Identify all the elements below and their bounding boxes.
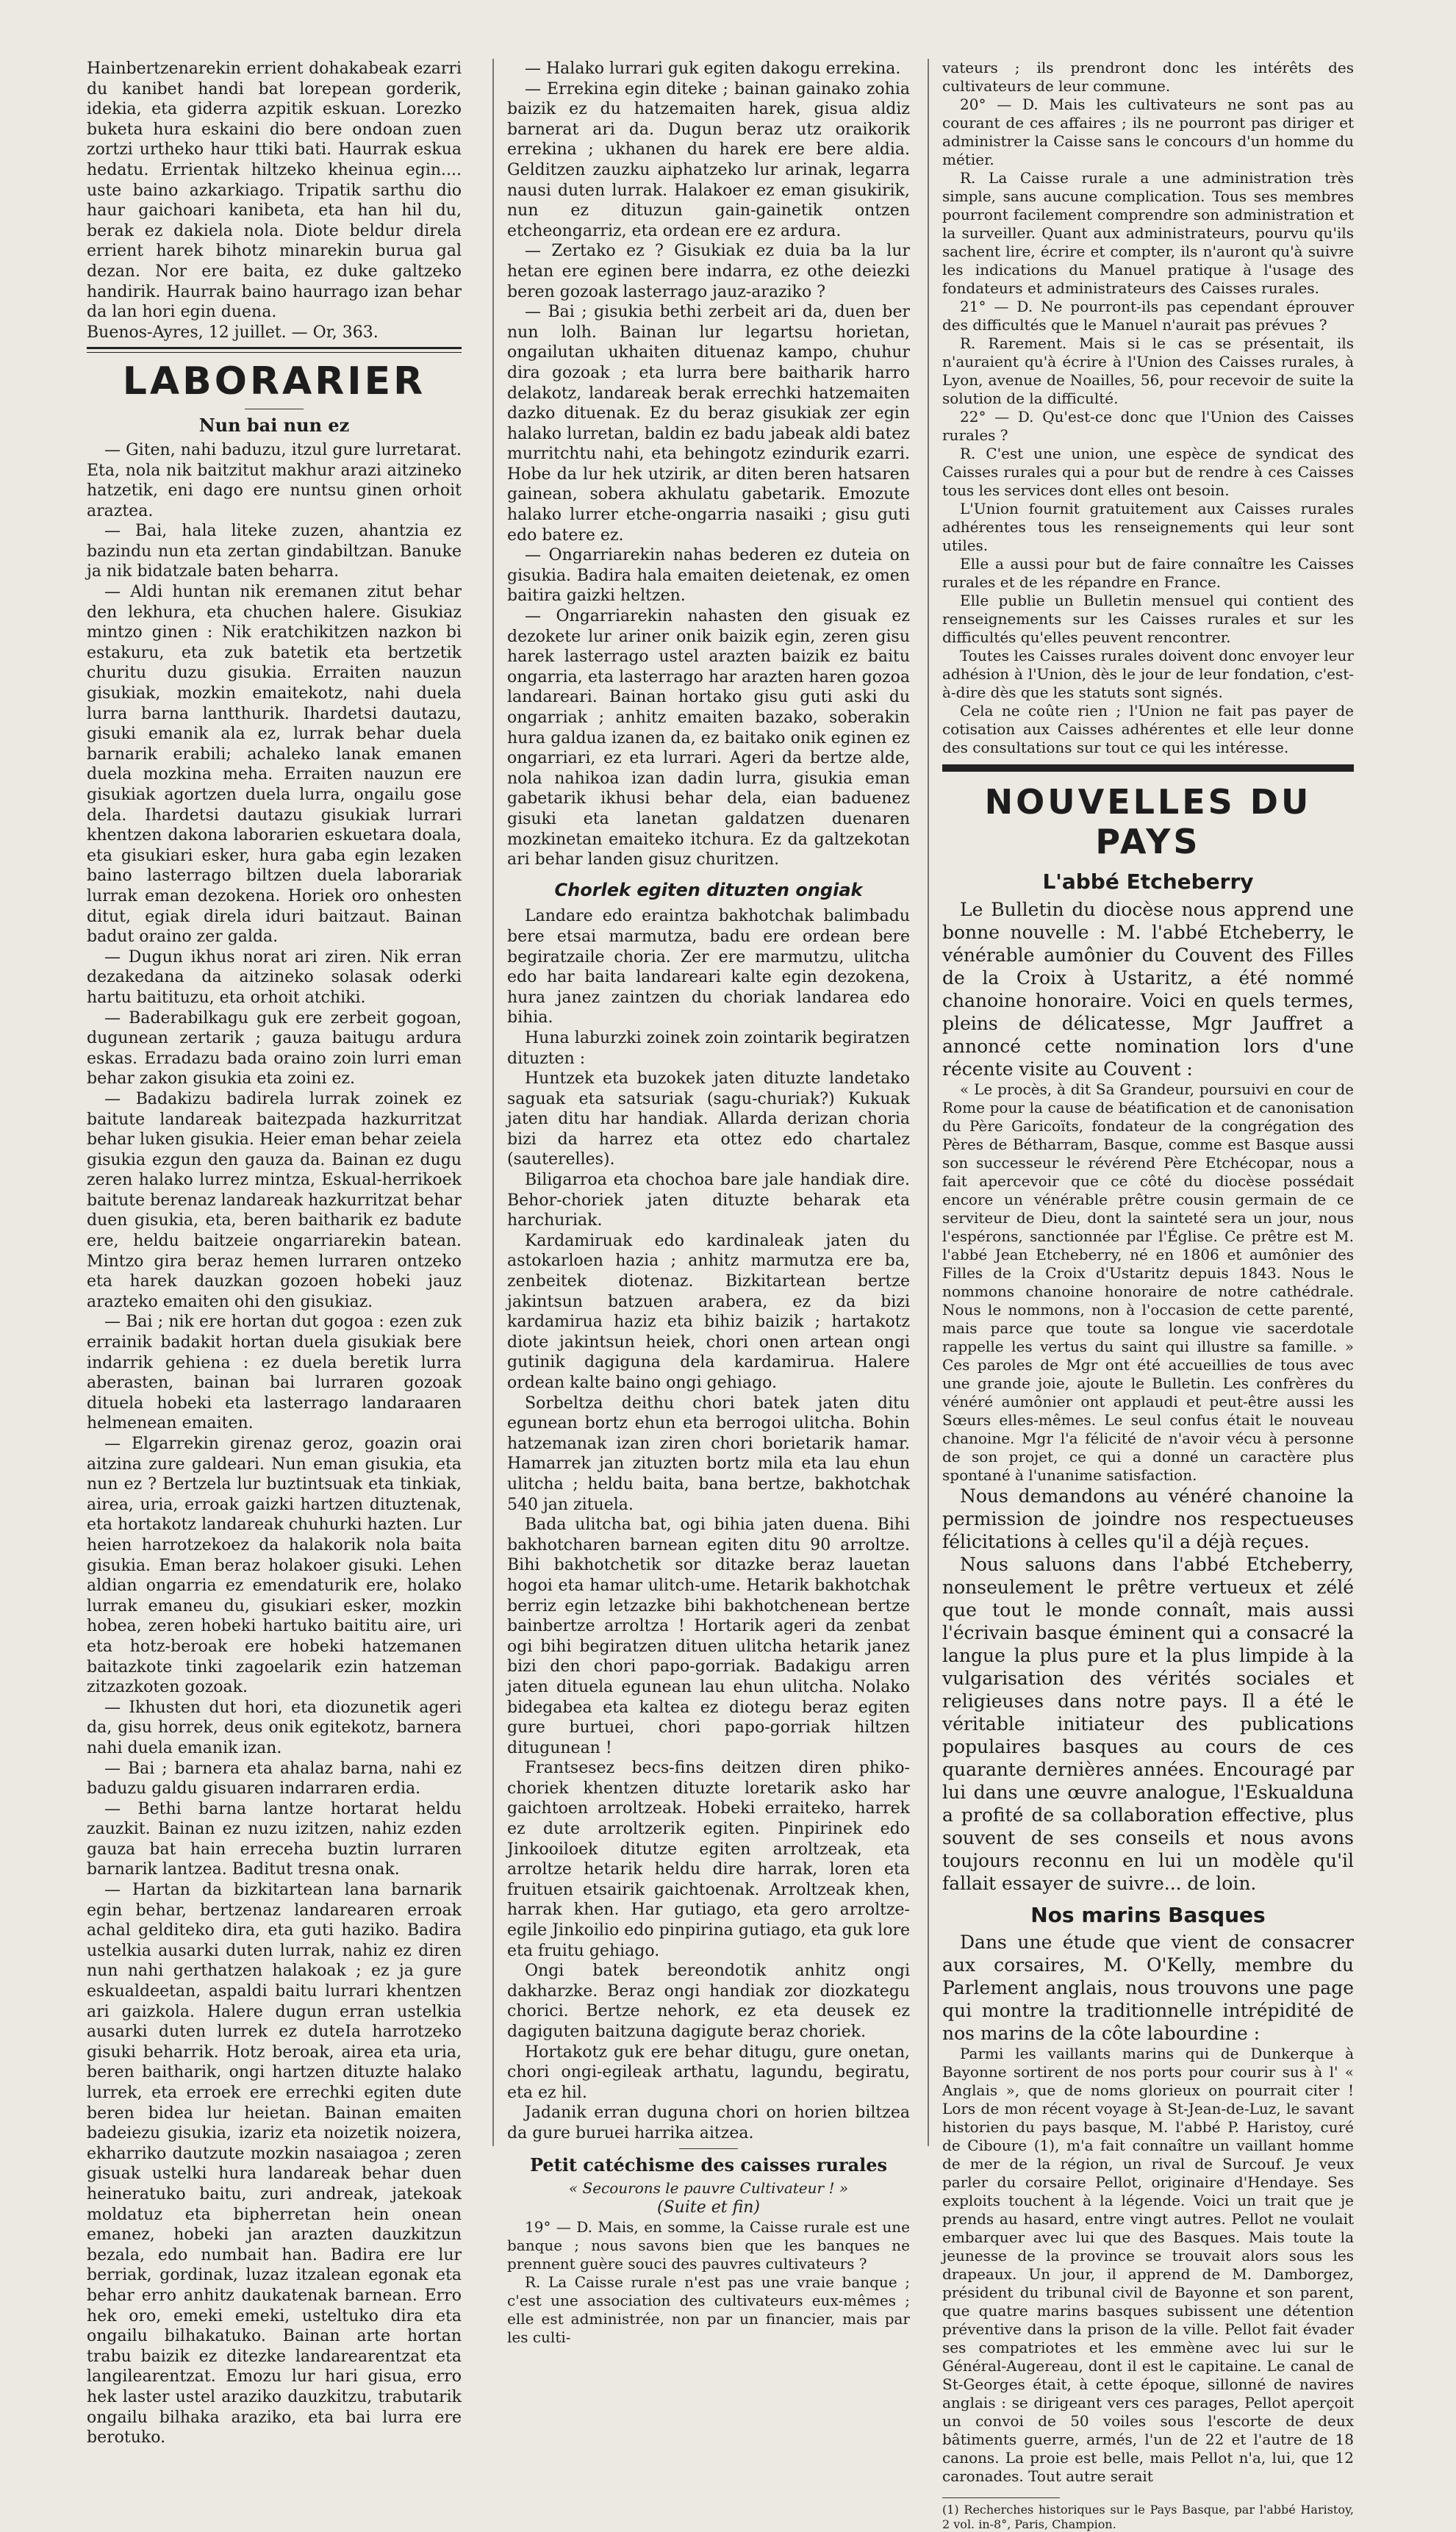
paragraph: — Dugun ikhus norat ari ziren. Nik erran dezakedana da aitzineko solasak oderki hartu baitituzu, eta orhoit atchiki. — [87, 947, 462, 1007]
paragraph: 21° — D. Ne pourront-ils pas cependant éprouver des difficultés que le Manuel n'aurait pas prévues ? — [942, 298, 1354, 334]
paragraph: Cela ne coûte rien ; l'Union ne fait pas payer de cotisation aux Caisses adhérentes et elle leur donne des consultations sur tout ce qui les intéresse. — [942, 702, 1354, 756]
section-rule — [942, 764, 1354, 772]
quote-paragraph: « Le procès, à dit Sa Grandeur, poursuivi en cour de Rome pour la cause de béatification et de canonisation du Père Garicoïts, fondateur de la congrégation des Pères de Bétharram, Basque, comme est Basque aussi son successeur le révérend Père Etchécopar, nous a fait apercevoir que ce côté du diocèse possédait encore un vénérable prêtre cousin germain de ce serviteur de Dieu, dont la sainteté sera un jour, nous l'espérons, sanctionnée par l'Église. Ce prêtre est M. l'abbé Jean Etcheberry, né en 1806 et aumônier des Filles de la Croix d'Ustaritz depuis 1843. Nous le nommons chanoine honoraire de notre cathédrale. Nous le nommons, non à l'occasion de cette parenté, mais parce que toute sa longue vie sacerdotale rappelle les vertus du saint qui illustre sa famille. » Ces paroles de Mgr ont été accueillies de tous avec une grande joie, ajoute le Bulletin. Les confrères du vénéré aumônier ont applaudi et peut-être aussi les Sœurs elles-mêmes. Le seul confus était le nouveau chanoine. Mgr l'a félicité de n'avoir vécu à personne de son projet, ce qui a donné un caractère plus spontané à l'unanime satisfaction. — [942, 1080, 1354, 1484]
paragraph: L'Union fournit gratuitement aux Caisses rurales adhérentes tous les renseignements qui leur sont utiles. — [942, 500, 1354, 554]
paragraph: vateurs ; ils prendront donc les intérêts des cultivateurs de leur commune. — [942, 59, 1354, 95]
article-title: L'abbé Etcheberry — [1042, 869, 1254, 894]
paragraph: Huna laburzki zoinek zoin zointarik begiratzen dituzten : — [507, 1028, 910, 1068]
paragraph: Elle a aussi pour but de faire connaître les Caisses rurales et de les répandre en France. — [942, 555, 1354, 591]
catechism-motto: « Secourons le pauvre Cultivateur ! » — [568, 2179, 849, 2198]
paragraph: — Ikhusten dut hori, eta diozunetik ageri da, gisu horrek, deus onik egitekotz, barnera nahi duela emanik izan. — [87, 1698, 462, 1757]
paragraph: Landare edo eraintza bakhotchak balimbadu bere etsai marmutza, badu ere ordean bere begiratzaile choria. Zer ere marmutzu, ulitcha edo har baita landareari kalte egin dezokena, hura janez zaintzen du choriak landarea edo bihia. — [507, 907, 910, 1027]
paragraph: — Halako lurrari guk egiten dakogu errekina. — [525, 60, 901, 78]
paragraph: Ongi batek bereondotik anhitz ongi dakharzke. Beraz ongi handiak zor diozkategu chorici. Bertze nehork, ez eta deusek ez dagiguten baitzuna dagigute beraz choriek. — [507, 1962, 910, 2041]
column-2 — [507, 59, 910, 2346]
paragraph: — Baderabilkagu guk ere zerbeit gogoan, dugunean zertarik ; gauza baitugu ardura eskas. Erradazu bada oraino zoin lurri eman behar zakon gisukia eta zoini ez. — [87, 1008, 462, 1089]
paragraph: Hortakotz guk ere behar ditugu, gure onetan, chori ongi-egileak arthatu, lagundu, begiratu, eta ez hil. — [507, 2043, 910, 2102]
divider — [679, 2148, 738, 2149]
paragraph: — Bai ; nik ere hortan dut gogoa : ezen zuk errainik badakit hortan duela gisukiak bere indarrik gehiena : ez duela beretik lurra aberasten, bainan bai lurraren gozoak dituela hobeki eta lasterrago landaraaren helmenean emaiten. — [87, 1313, 462, 1433]
article-title: Nun bai nun ez — [198, 415, 350, 437]
quote-paragraph: Parmi les vaillants marins qui de Dunkerque à Bayonne sortirent de nos ports pour courir sus à l' « Anglais », que de noms glorieux on pourrait citer ! Lors de mon récent voyage à St-Jean-de-Luz, le savant historien du pays basque, M. l'abbé P. Haristoy, curé de Ciboure (1), m'a fait connaître un vaillant homme de mer de la région, un rival de Surcouf. Je veux parler du corsaire Pellot, originaire d'Hendaye. Ses exploits touchent à la légende. Voici un trait que je prends au hasard, entre vingt autres. Pellot ne voulait embarquer avec lui que des Basques. Mais toute la jeunesse de la province se trouvait alors sous les drapeaux. Un jour, il apprend de M. Damborgez, président du tribunal civil de Bayonne et son parent, que quatre marins basques subissent une détention préventive dans la prison de la ville. Pellot fait évader ses compatriotes et les emmène avec lui sur le Général-Augereau, dont il est le capitaine. Le canal de St-Georges était, à cette époque, sillonné de navires anglais : se dirigeant vers ces parages, Pellot aperçoit un convoi de 50 voiles sous l'escorte de deux bâtiments guerre, armés, l'un de 22 et l'autre de 18 canons. La proie est belle, mais Pellot n'a, lui, que 12 caronades. Tout autre serait — [942, 2045, 1354, 2486]
paragraph: — Hartan da bizkitartean lana barnarik egin behar, bertzenaz landarearen erroak achal gelditeko dira, eta guti haziko. Badira ustelkia ausarki duten lurrak, nahiz ez diren nun nahi gerthatzen halakoak ; ez ja gure eskualdeetan, aspaldi baitu lurrari khentzen ari gaizkola. Halere dugun erran ustelkia ausarki duten lurrek ez duteIa harrotzeko gisuki beharrik. Hotz beroak, airea eta uria, beren baitharik, ongi hartzen dituzte halako lurrek, eta erroek ere errechki egiten dute beren bidea lur heietan. Bainan emaiten badeiezu gisukia, izariz eta noizetik noizera, ekharriko dautzute mozkin nasaiagoa ; zeren gisuak ustelki hura landareak behar duen heineratuko baitu, zuri andreak, jatekoak moldatuz eta bipherretan hein onean emanez, hobeki jan arazten dauzkitzun bezala, edo numbait han. Badira ere lur berriak, gordinak, luzaz itzalean egonak eta behar erro anhitz daukatenak barnean. Erro hek oro, emeki emeki, usteltuko dira eta ongailu bilhakatuko. Bainan arte hortan trabu baizik ez ditezke landarearentzat eta langilearentzat. Emozu lur hari gisua, erro hek laster ustel araziko dauzkitzu, trabutarik ongailu bilhaka araziko, eta bai lurra ere berotuko. — [87, 1881, 462, 2447]
column-rule — [492, 59, 494, 2146]
paragraph: Frantsesez becs-fins deitzen diren phiko-choriek khentzen dituzte loretarik asko har gaichtoen arroltzeak. Hobeki erraiteko, harrek ez dute arroltzerik egiten. Pinpirinek edo Jinkooiloek ditutze egiten arroltzeak, eta arroltze hetarik heldu dire harrak, loren eta fruituen etsairik gaichtoenak. Arroltzeak khen, harrak khen. Har gutiago, eta gero arroltze-egile Jinkoilio edo pinpirina gutiago, eta guk lore eta fruitu gehiago. — [507, 1759, 910, 1960]
paragraph: Jadanik erran duguna chori on horien biltzea da gure buruei harrika aitzea. — [507, 2104, 910, 2142]
paragraph: — Zertako ez ? Gisukiak ez duia ba la lur hetan ere eginen bere indarra, ez othe deiezki beren gozoak lasterrago jauz-araziko ? — [507, 242, 910, 301]
paragraph: Elle publie un Bulletin mensuel qui contient des renseignements sur les Caisses rurales et sur les difficultés qu'elles peuvent rencontrer. — [942, 592, 1354, 646]
footnote: (1) Recherches historiques sur le Pays Basque, par l'abbé Haristoy, 2 vol. in-8°, Paris, Champion. — [942, 2503, 1354, 2532]
catechism-title: Petit catéchisme des caisses rurales — [529, 2153, 888, 2176]
paragraph: Biligarroa eta chochoa bare jale handiak dire. Behor-choriek jaten dituzte beharak eta harchuriak. — [507, 1171, 910, 1230]
column-1 — [87, 59, 462, 2447]
paragraph: — Elgarrekin girenaz geroz, goazin orai aitzina zure galdeari. Nun eman gisukia, eta nun ez ? Bertzela lur buztintsuak eta tinkiak, airea, uria, erroak gaizki hartzen dituztenak, eta hortakotz landareak chuhurki hazten. Lur heien harrotzekoez da halakorik nola baita gisukia. Eman beraz holakoer gisuki. Lehen aldian ongarria ez emendaturik ere, holako lurrak emaneu du, gisukiari esker, mozkin hobea, zeren hobeki hartuko baititu aire, uri eta hotz-beroak ere hobeki hatzemanen baitazkote tinki zagoelarik ezin hatzeman zitzazkoten gozoak. — [87, 1435, 462, 1697]
paragraph: — Bethi barna lantze hortarat heldu zauzkit. Bainan ez nuzu izitzen, nahiz ezden gauza bat hain erreceha buztin lurraren barnarik lantzea. Baditut tresna onak. — [87, 1799, 462, 1879]
paragraph: R. Rarement. Mais si le cas se présentait, ils n'auraient qu'à écrire à l'Union des Caisses rurales, à Lyon, avenue de Noailles, 56, pour recevoir de suite la solution de la difficulté. — [942, 334, 1354, 407]
paragraph: — Bai ; barnera eta ahalaz barna, nahi ez baduzu galdu gisuaren indarraren erdia. — [87, 1759, 462, 1798]
paragraph: 20° — D. Mais les cultivateurs ne sont pas au courant de ces affaires ; ils ne pourront pas diriger et administrer la Caisse sans le concours d'un homme du métier. — [942, 96, 1354, 168]
paragraph: Nous saluons dans l'abbé Etcheberry, nonseulement le prêtre vertueux et zélé que tout le monde connaît, mais aussi l'écrivain basque éminent qui a consacré la langue la plus pure et la plus limpide à la vulgarisation des vérités sociales et religieuses dans notre pays. Il a été le véritable initiateur des publications populaires basques au cours de ces quarante dernières années. Encouragé par lui dans une œuvre analogue, l'Eskualduna a profité de sa collaboration effective, plus souvent de ses conseils et nous avons toujours reconnu en lui un modèle qu'il fallait essayer de suivre... de loin. — [942, 1553, 1354, 1894]
paragraph: — Giten, nahi baduzu, itzul gure lurretarat. Eta, nola nik baitzitut makhur arazi aitzineko hatzetik, eni dago ere nuntsu ginen orhoit araztea. — [87, 440, 462, 520]
paragraph: — Aldi huntan nik eremanen zitut behar den lekhura, eta chuchen halere. Gisukiaz mintzo ginen : Nik eratchikitzen nazkon bi estakuru, eta zuk batetik eta bertzetik churitu duzu gisukia. Erraiten nauzun gisukiak, mozkin emaitekotz, nahi duela lurra barna lantthurik. Ihardetsi dautazu, gisuki emanik ala ez, lurrak behar duela barnarik erabili; achaleko lanak emanen duela mozkina meha. Erraiten nauzun ere gisukiak agortzen duela lurra, ongailu gose dela. Ihardetsi dautazu gisukiak lurrari khentzen dakona laborarien eskuetara doala, eta gisukiari esker, hura gaba egin lezaken baino lasterrago biltzen duela laborariak lurrak eman dezokena. Horiek oro onhesten ditut, egiak direla iduri baitzaut. Bainan badut oraino zer galda. — [87, 583, 462, 947]
paragraph: — Ongarriarekin nahas bederen ez duteia on gisukia. Badira hala emaiten deietenak, ez omen baitira gaizki heltzen. — [507, 546, 910, 606]
paragraph: R. La Caisse rurale a une administration très simple, sans aucune complication. Tous ses membres pourront facilement comprendre son administration et la surveiller. Quant aux administrateurs, pourvu qu'ils sachent lire, écrire et compter, ils n'auront qu'à suivre les indications du Manuel pratique à l'usage des fondateurs et administrateurs des Caisses rurales. — [942, 169, 1354, 297]
dateline: Buenos-Ayres, 12 juillet. — Or, 363. — [87, 323, 379, 342]
paragraph: Huntzek eta buzokek jaten dituzte landetako saguak eta satsuriak (sagu-churiak?) Kukuak jaten ditu har handiak. Allarda derizan choria bizi da harrez eta ottez edo chartalez (sauterelles). — [507, 1069, 910, 1169]
subhead-choriak: Chorlek egiten dituzten ongiak — [554, 879, 863, 900]
paragraph: — Bai, hala liteke zuzen, ahantzia ez bazindu nun eta zertan gindabiltzan. Banuke ja nik bidatzale baten beharra. — [87, 522, 462, 581]
section-title-nouvelles: NOUVELLES DU PAYS — [984, 782, 1312, 861]
paragraph: R. La Caisse rurale n'est pas une vraie banque ; c'est une association des cultivateurs eux-mêmes ; elle est administrée, non par un financier, mais par les culti- — [507, 2273, 910, 2346]
paragraph: — Bai ; gisukia bethi zerbeit ari da, duen ber nun lolh. Bainan lur legartsu horietan, ongailutan ukhaiten dituenaz kampo, chuhur dira gozoak ; eta lurra bere baitharik harro delakotz, landareak berak errechki hatzemaiten dazko dituenak. Ez du beraz gisukiak zer egin halako lurretan, baldin ez badu jabeak aldi batez murritchtu nahi, eta behingotz ezindurik ezarri. Hobe da lur hek utzirik, ar diten beren hatsaren gainean, sobera akhulatu gabetarik. Emozute halako lurrer etche-ongarria nasaiki ; gisu guti edo batere ez. — [507, 303, 910, 545]
section-rule — [87, 347, 462, 353]
article-title: Nos marins Basques — [1030, 1902, 1266, 1927]
column-3 — [942, 59, 1354, 2532]
paragraph: Toutes les Caisses rurales doivent donc envoyer leur adhésion à l'Union, dès le jour de leur fondation, c'est-à-dire dès que les statuts sont signés. — [942, 647, 1354, 701]
intro-paragraph: Hainbertzenarekin errient dohakabeak ezarri du kanibet handi bat lorepean gorderik, idekia, eta giderra azpitik eskuan. Lorezko buketa hura eskaini dio bere ondoan zuen zortzi urtheko haur ttiki bati. Haurrak eskua hedatu. Errientak hiltzeko kheinua egin.... uste baino azkarkiago. Tripatik sarthu dio haur gaichoari kanibeta, eta han hil du, berak ez dakiela nola. Diote beldur direla errient harek bihotz minarekin burua gal dezan. Nor ere baita, ez duke galtzeko handirik. Haurrak baino haurrago izan behar da lan hori egin duena. — [87, 60, 462, 322]
column-rule — [928, 59, 929, 2146]
paragraph: — Errekina egin diteke ; bainan gainako zohia baizik ez du hatzemaiten harek, gisua aldiz barnerat ari da. Dugun beraz utz oraikorik errekina ; ukhanen du harek ere bere aldia. Gelditzen zauzku aiphatzeko lur arinak, legarra nausi duten lurrak. Halakoer ez eman gisukirik, nun ez dituzun gain-gainetik ontzen etcheongarriz, eta ordean ere ez ardura. — [507, 79, 910, 240]
section-title-laborarier: LABORARIER — [122, 359, 426, 404]
paragraph: — Badakizu badirela lurrak zoinek ez baitute landareak baitezpada hazkurritzat behar luken gisukia. Heier eman behar zeiela gisukia ezgun den gauza da. Bainan ez dugu zeren halako lurrez mintza, Eskual-herrikoek baitute berenaz landareak hazkurritzat behar duen gisukia, eta, beren baitharik ez badute ere, heldu baitzeie ongarriarekin batean. Mintzo gira beraz hemen lurraren ontzeko eta harek dauzkan gozoen hobeki jauz arazteko emaiten ohi den gisukiaz. — [87, 1089, 462, 1311]
paragraph: Bada ulitcha bat, ogi bihia jaten duena. Bihi bakhotcharen barnean egiten ditu 90 arroltze. Bihi bakhotchetik sor ditazke beraz lauetan hogoi eta hamar ulitch-ume. Hetarik bakhotchak berriz egin letzazke bihi bakhotchenean bertze bainbertze arroltza ! Hortarik ageri da zenbat ogi bihi begiratzen dituen ulitcha hetarik janez bizi den chori papo-gorriak. Badakigu arren jaten dituela egunean lau ehun ulitcha. Nolako bidegabea eta kaltea ez diotegu beraz egiten gure burtuei, chori papo-gorriak hiltzen ditugunean ! — [507, 1516, 910, 1757]
paragraph: Sorbeltza deithu chori batek jaten ditu egunean bortz ehun eta berrogoi ulitcha. Bohin hatzemanak izan ziren chori borietarik hamar. Hamarrek jan zituzten bortz mila eta lau ehun ulitcha ; heldu baita, bana bertze, bakhotchak 540 jan zituela. — [507, 1394, 910, 1514]
paragraph: 19° — D. Mais, en somme, la Caisse rurale est une banque ; nous savons bien que les banques ne prennent guère souci des pauvres cultivateurs ? — [507, 2217, 910, 2273]
paragraph: Kardamiruak edo kardinaleak jaten du astokarloen hazia ; anhitz marmutza ere ba, zenbeitek diotenaz. Bizkitartean bertze jakintsun batzuen arabera, ez da bizi kardamirua haziz eta bihiz baizik ; hartakotz diote jakintsun heiek, chori onen artean ongi gutinik dagiguna dela kardamirua. Halere ordean kalte baino ongi gehiago. — [507, 1231, 910, 1392]
paragraph: R. C'est une union, une espèce de syndicat des Caisses rurales qui a pour but de rendre à ces Caisses tous les services dont elles ont besoin. — [942, 445, 1354, 499]
paragraph: — Ongarriarekin nahasten den gisuak ez dezokete lur ariner onik baizik egin, zeren gisu harek lasterrago ustel arazten baizik ez baitu ongarria, eta lasterrago har arazten haren gozoa landareari. Bainan hortako gisu guti aski du ongarriak ; anhitz emaiten bazako, soberakin hura galdua izanen da, ez baitako onik eginen ez ongarriari, ez eta lurrari. Ageri da bertze alde, nola nahikoa izan dadin lurra, gisukia eman gabetarik ikhusi behar dela, eian baduenez gisuki eta lanetan galdatzen duenaren mozkinetan emaiteko itchura. Ez da galtzekotan ari behar landen gisuz churitzen. — [507, 607, 910, 869]
paragraph: Nous demandons au vénéré chanoine la permission de joindre nos respectueuses félicitations à celles qu'il a déjà reçues. — [942, 1485, 1354, 1552]
footnote-rule — [942, 2497, 1060, 2498]
paragraph: Le Bulletin du diocèse nous apprend une bonne nouvelle : M. l'abbé Etcheberry, le vénérable aumônier du Couvent des Filles de la Croix à Ustaritz, a été nommé chanoine honoraire. Voici en quels termes, pleins de délicatesse, Mgr Jauffret a annoncé cette nomination lors d'une récente visite au Couvent : — [942, 898, 1354, 1080]
catechism-continued: (Suite et fin) — [657, 2198, 760, 2217]
paragraph: Dans une étude que vient de consacrer aux corsaires, M. O'Kelly, membre du Parlement anglais, nous trouvons une page qui montre la traditionnelle intrépidité de nos marins de la côte labourdine : — [942, 1932, 1354, 2045]
paragraph: 22° — D. Qu'est-ce donc que l'Union des Caisses rurales ? — [942, 408, 1354, 444]
